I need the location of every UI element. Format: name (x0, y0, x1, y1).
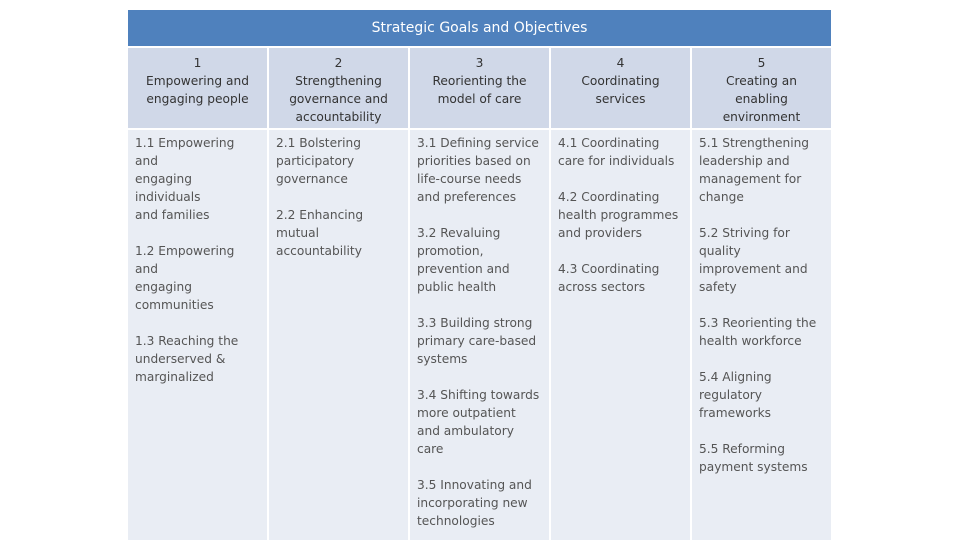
objective-item: 1.3 Reaching the underserved & marginalized (135, 334, 239, 384)
objective-list (410, 130, 549, 540)
goal-heading: Coordinating services (581, 74, 660, 106)
goal-column-2 (269, 48, 408, 540)
objective-item: 3.3 Building strong primary care-based systems (417, 316, 537, 366)
objective-item: 4.1 Coordinating care for individuals (558, 136, 675, 168)
objective-list (269, 130, 408, 540)
objective-item: 3.4 Shifting towards more outpatient and ambulatory care (417, 388, 540, 456)
objective-item: 2.1 Bolstering participatory governance (276, 136, 361, 186)
objective-item: 4.3 Coordinating across sectors (558, 262, 660, 294)
objective-list (692, 130, 831, 540)
goal-number: 1 (193, 56, 202, 70)
objective-list (128, 130, 267, 540)
goal-column-1 (128, 48, 267, 540)
goal-header (692, 48, 831, 128)
goal-header (269, 48, 408, 128)
goal-header (128, 48, 267, 128)
goal-heading: Empowering and engaging people (146, 74, 249, 106)
goal-heading: Reorienting the model of care (432, 74, 527, 106)
objective-item: 3.2 Revaluing promotion, prevention and public health (417, 226, 510, 294)
goal-number: 4 (616, 56, 625, 70)
objective-item: 5.2 Striving for quality improvement and safety (699, 226, 808, 294)
objective-item: 3.1 Defining service priorities based on life-course needs and preferences (417, 136, 539, 204)
goal-header (410, 48, 549, 128)
table-title: Strategic Goals and Objectives (128, 10, 831, 46)
objective-item: 5.1 Strengthening leadership and management for change (699, 136, 810, 204)
objective-item: 3.5 Innovating and incorporating new technologies (417, 478, 532, 528)
objective-item: 2.2 Enhancing mutual accountability (276, 208, 364, 258)
objective-item: 1.1 Empowering and engaging individuals and families (135, 136, 235, 222)
goal-column-4 (551, 48, 690, 540)
goal-header (551, 48, 690, 128)
goal-column-3 (410, 48, 549, 540)
objective-item: 1.2 Empowering and engaging communities (135, 244, 235, 312)
goal-column-5 (692, 48, 831, 540)
objective-list (551, 130, 690, 540)
strategic-goals-table (128, 10, 831, 540)
objective-item: 5.4 Aligning regulatory frameworks (699, 370, 772, 420)
goal-heading: Strengthening governance and accountability (289, 74, 388, 124)
goal-heading: Creating an enabling environment (722, 74, 801, 124)
objective-item: 5.5 Reforming payment systems (699, 442, 808, 474)
objective-item: 5.3 Reorienting the health workforce (699, 316, 817, 348)
goal-number: 5 (757, 56, 766, 70)
goal-number: 2 (334, 56, 343, 70)
objective-item: 4.2 Coordinating health programmes and providers (558, 190, 679, 240)
goal-number: 3 (475, 56, 484, 70)
